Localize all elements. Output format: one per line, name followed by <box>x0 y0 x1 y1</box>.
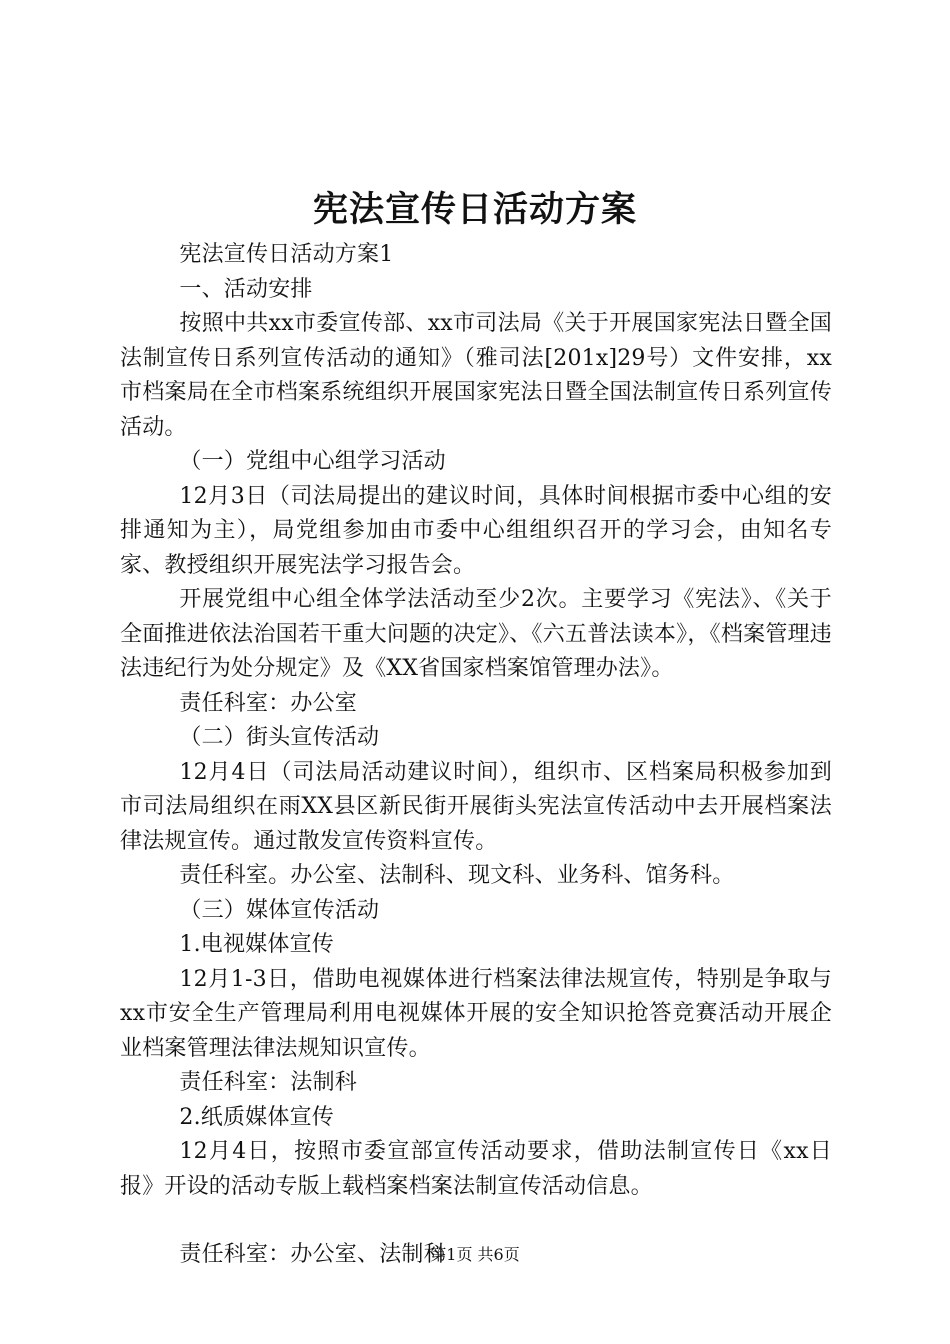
paragraph: 12月3日（司法局提出的建议时间，具体时间根据市委中心组的安排通知为主），局党组参加由市委中心组组织召开的学习会，由知名专家、教授组织开展宪法学习报告会。 <box>120 483 832 578</box>
paragraph: 开展党组中心组全体学法活动至少2次。主要学习《宪法》、《关于全面推进依法治国若干重大问题的决定》、《六五普法读本》，《档案管理违法违纪行为处分规定》及《XX省国家档案馆管理办法》。 <box>120 587 832 681</box>
responsible-office: 责任科室：办公室 <box>179 690 357 716</box>
paragraph: 按照中共xx市委宣传部、xx市司法局《关于开展国家宪法日暨全国法制宣传日系列宣传活动的通知》（雅司法[201x]29号）文件安排，xx市档案局在全市档案系统组织开展国家宪法日暨全国法制宣传日系列宣传活动。 <box>120 311 832 440</box>
document-body <box>120 238 832 1273</box>
paragraph: 12月1-3日，借助电视媒体进行档案法律法规宣传，特别是争取与xx市安全生产管理局利用电视媒体开展的安全知识抢答竞赛活动开展企业档案管理法律法规知识宣传。 <box>120 966 832 1061</box>
section-heading: （三）媒体宣传活动 <box>179 897 380 923</box>
responsible-office: 责任科室：办公室、法制科 <box>179 1242 446 1267</box>
responsible-office: 责任科室：法制科 <box>179 1070 357 1095</box>
responsible-office: 责任科室。办公室、法制科、现文科、业务科、馆务科。 <box>179 863 735 888</box>
section-heading: （二）街头宣传活动 <box>179 725 380 750</box>
page-footer: 第1页 共6页 <box>430 1245 520 1264</box>
subsection-heading: 1.电视媒体宣传 <box>179 932 334 957</box>
section-heading: 一、活动安排 <box>179 276 313 302</box>
paragraph: 12月4日，按照市委宣部宣传活动要求，借助法制宣传日《xx日报》开设的活动专版上载档案档案法制宣传活动信息。 <box>120 1139 832 1199</box>
subsection-heading: 2.纸质媒体宣传 <box>179 1104 334 1130</box>
paragraph: 宪法宣传日活动方案1 <box>179 242 394 267</box>
paragraph: 12月4日（司法局活动建议时间），组织市、区档案局积极参加到市司法局组织在雨XX县区新民街开展街头宪法宣传活动中去开展档案法律法规宣传。通过散发宣传资料宣传。 <box>120 759 832 854</box>
section-heading: （一）党组中心组学习活动 <box>179 449 446 474</box>
document-title: 宪法宣传日活动方案 <box>312 189 637 230</box>
